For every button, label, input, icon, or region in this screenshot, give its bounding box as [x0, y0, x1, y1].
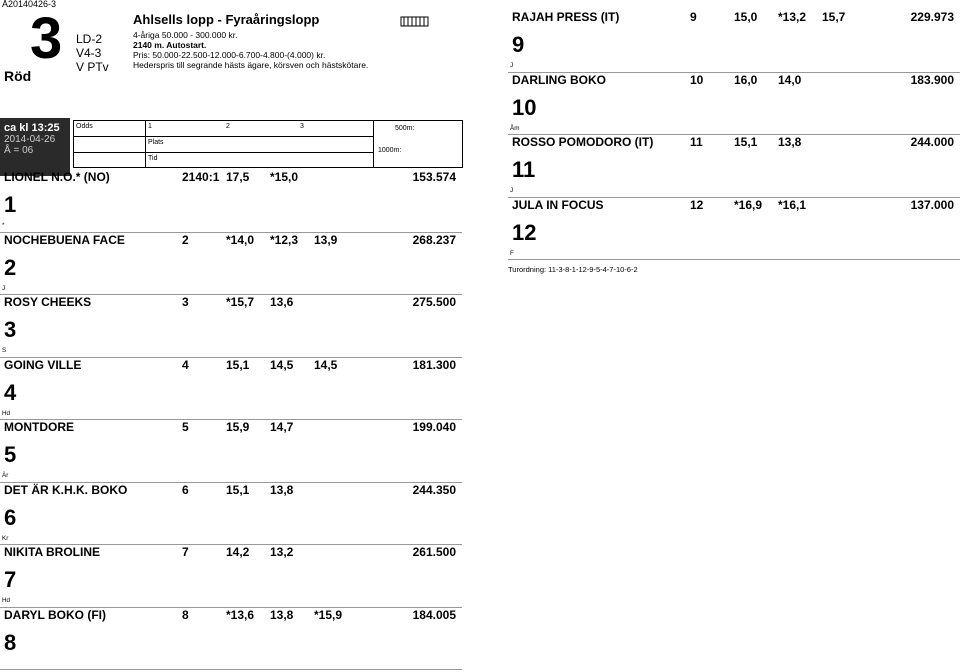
race-info-line: Pris: 50.000-22.500-12.000-6.700-4.800-(4.000) kr.: [133, 50, 326, 60]
race-color: Röd: [4, 68, 32, 84]
record-2: *15,0: [270, 170, 299, 184]
post-position: 9: [690, 10, 697, 24]
race-info-line: Hederspris till segrande hästs ägare, körsven och hästskötare.: [133, 60, 369, 70]
horse-name: NIKITA BROLINE: [4, 545, 100, 559]
record-2: 13,8: [270, 482, 294, 497]
record-1: 15,9: [226, 420, 250, 434]
record-3: *15,9: [314, 607, 343, 622]
earnings: 229.973: [910, 10, 954, 24]
horse-entry: [0, 483, 462, 546]
horse-name: LIONEL N.O.* (NO): [4, 170, 110, 184]
post-position: 2: [182, 232, 189, 247]
trainer-code: F: [510, 249, 514, 257]
post-position: 10: [690, 72, 704, 87]
horse-name-line: [4, 420, 462, 434]
record-2: 14,7: [270, 420, 294, 434]
horse-name: ROSY CHEEKS: [4, 295, 92, 309]
horse-name: DET ÄR K.H.K. BOKO: [4, 482, 128, 497]
horse-entry: [508, 73, 960, 136]
start-number: 7: [4, 567, 17, 592]
horse-name-line: [512, 73, 960, 87]
horse-list-right: [508, 10, 960, 272]
post-position: 6: [182, 482, 189, 497]
race-codes: [76, 32, 109, 74]
grid-col-2: 2: [226, 123, 230, 130]
document-id: Å20140426-3: [2, 0, 57, 9]
horse-name-line: [4, 358, 462, 372]
record-1: 15,0: [734, 10, 758, 24]
horse-entry: [508, 10, 960, 73]
horse-name: MONTDORE: [4, 420, 74, 434]
start-number: 1: [4, 192, 17, 217]
trainer-code: Hd: [2, 597, 11, 604]
record-2: *16,1: [778, 197, 807, 212]
plats-label: Plats: [148, 139, 164, 146]
horse-entry: [0, 233, 462, 296]
post-position: 4: [182, 357, 189, 372]
record-2: 14,5: [270, 357, 294, 372]
earnings: 184.005: [412, 607, 456, 622]
start-number: 3: [4, 317, 17, 342]
start-number: 12: [512, 219, 537, 245]
track-code: Å = 06: [4, 145, 34, 156]
horse-name: ROSSO POMODORO (IT): [512, 135, 654, 149]
horse-entry: [508, 135, 960, 198]
grid-col-1: 1: [148, 123, 152, 130]
trainer-code: Är: [2, 472, 9, 479]
entry-divider: [0, 669, 462, 670]
code-vptv: V PTv: [76, 60, 109, 74]
trainer-code: *: [2, 222, 5, 229]
horse-entry: [0, 358, 462, 421]
earnings: 261.500: [412, 545, 456, 559]
horse-entry: [0, 608, 462, 671]
record-2: 13,2: [270, 545, 294, 559]
race-title: Ahlsells lopp - Fyraåringslopp: [133, 12, 320, 27]
race-info: [133, 30, 368, 70]
earnings: 244.000: [910, 135, 954, 149]
grid-col-3: 3: [300, 123, 304, 130]
record-3: 13,9: [314, 232, 338, 247]
start-time: ca kl 13:25: [4, 122, 60, 134]
horse-name-line: [4, 608, 462, 622]
horse-name-line: [512, 198, 960, 212]
record-2: 13,8: [778, 135, 802, 149]
trainer-code: Kr: [2, 534, 9, 542]
horse-entry: [508, 198, 960, 261]
record-1: 14,2: [226, 545, 250, 559]
start-number: 4: [4, 379, 17, 405]
code-v43: V4-3: [76, 46, 102, 60]
horse-list-left: [0, 170, 462, 672]
horse-name: RAJAH PRESS (IT): [512, 10, 620, 24]
record-1: 17,5: [226, 170, 250, 184]
post-position: 11: [690, 135, 703, 149]
time-panel: [0, 118, 70, 176]
horse-name-line: [4, 545, 462, 559]
record-2: 13,8: [270, 607, 294, 622]
race-info-line: 4-åriga 50.000 - 300.000 kr.: [133, 30, 238, 40]
start-number: 6: [4, 504, 17, 530]
record-1: *13,6: [226, 607, 255, 622]
earnings: 183.900: [910, 72, 954, 87]
race-info-line: 2140 m. Autostart.: [133, 40, 207, 50]
record-2: *13,2: [778, 10, 807, 24]
horse-name: GOING VILLE: [4, 357, 82, 372]
record-2: *12,3: [270, 232, 299, 247]
record-1: 15,1: [734, 135, 758, 149]
record-1: *15,7: [226, 295, 255, 309]
horse-name: DARYL BOKO (FI): [4, 607, 106, 622]
trainer-code: S: [2, 347, 7, 354]
horse-name-line: [4, 483, 462, 497]
earnings: 181.300: [412, 357, 456, 372]
sulky-icon: [400, 14, 430, 28]
start-number: 8: [4, 629, 17, 655]
race-number: 3: [30, 6, 63, 71]
post-position: 3: [182, 295, 189, 309]
earnings: 268.237: [412, 232, 456, 247]
post-position: 7: [182, 545, 189, 559]
earnings: 199.040: [412, 420, 456, 434]
horse-entry: [0, 295, 462, 358]
post-position: 2140:1: [182, 170, 220, 184]
earnings: 137.000: [910, 197, 954, 212]
horse-name-line: [4, 295, 462, 309]
start-number: 9: [512, 32, 525, 57]
grid-line: [73, 136, 373, 137]
horse-name: NOCHEBUENA FACE: [4, 232, 125, 247]
horse-name-line: [4, 170, 462, 184]
post-position: 8: [182, 607, 189, 622]
record-3: 14,5: [314, 357, 338, 372]
horse-entry: [0, 420, 462, 483]
horse-name-line: [4, 233, 462, 247]
post-position: 5: [182, 420, 189, 434]
m1000-label: 1000m:: [378, 147, 402, 154]
record-3: 15,7: [822, 10, 846, 24]
trainer-code: Åm: [510, 124, 520, 132]
horse-name-line: [512, 135, 960, 149]
trainer-code: J: [510, 187, 514, 194]
horse-name: DARLING BOKO: [512, 72, 606, 87]
earnings: 244.350: [412, 482, 456, 497]
start-number: 11: [512, 157, 536, 182]
record-1: 15,1: [226, 357, 250, 372]
record-1: 15,1: [226, 482, 250, 497]
horse-name-line: [512, 10, 960, 24]
grid-line: [145, 120, 146, 168]
horse-entry: [0, 170, 462, 233]
m500-label: 500m:: [395, 125, 415, 132]
start-number: 5: [4, 442, 17, 467]
race-date: 2014-04-26: [4, 134, 56, 145]
trainer-code: J: [2, 284, 6, 292]
record-2: 13,6: [270, 295, 294, 309]
start-number: 10: [512, 94, 537, 120]
grid-line: [373, 120, 374, 168]
record-1: *16,9: [734, 197, 763, 212]
entry-divider: [508, 259, 960, 260]
trainer-code: J: [510, 62, 514, 69]
odds-label: Odds: [76, 123, 93, 130]
earnings: 153.574: [412, 170, 456, 184]
grid-line: [73, 152, 373, 153]
start-number: 2: [4, 254, 17, 280]
horse-entry: [0, 545, 462, 608]
earnings: 275.500: [412, 295, 456, 309]
post-position: 12: [690, 197, 704, 212]
record-2: 14,0: [778, 72, 802, 87]
code-ld: LD-2: [76, 32, 103, 46]
trainer-code: Hd: [2, 409, 11, 417]
record-1: *14,0: [226, 232, 255, 247]
tid-label: Tid: [148, 155, 158, 162]
turordning: Turordning: 11-3-8-1-12-9-5-4-7-10-6-2: [508, 265, 638, 274]
record-1: 16,0: [734, 72, 758, 87]
horse-name: JULA IN FOCUS: [512, 197, 604, 212]
